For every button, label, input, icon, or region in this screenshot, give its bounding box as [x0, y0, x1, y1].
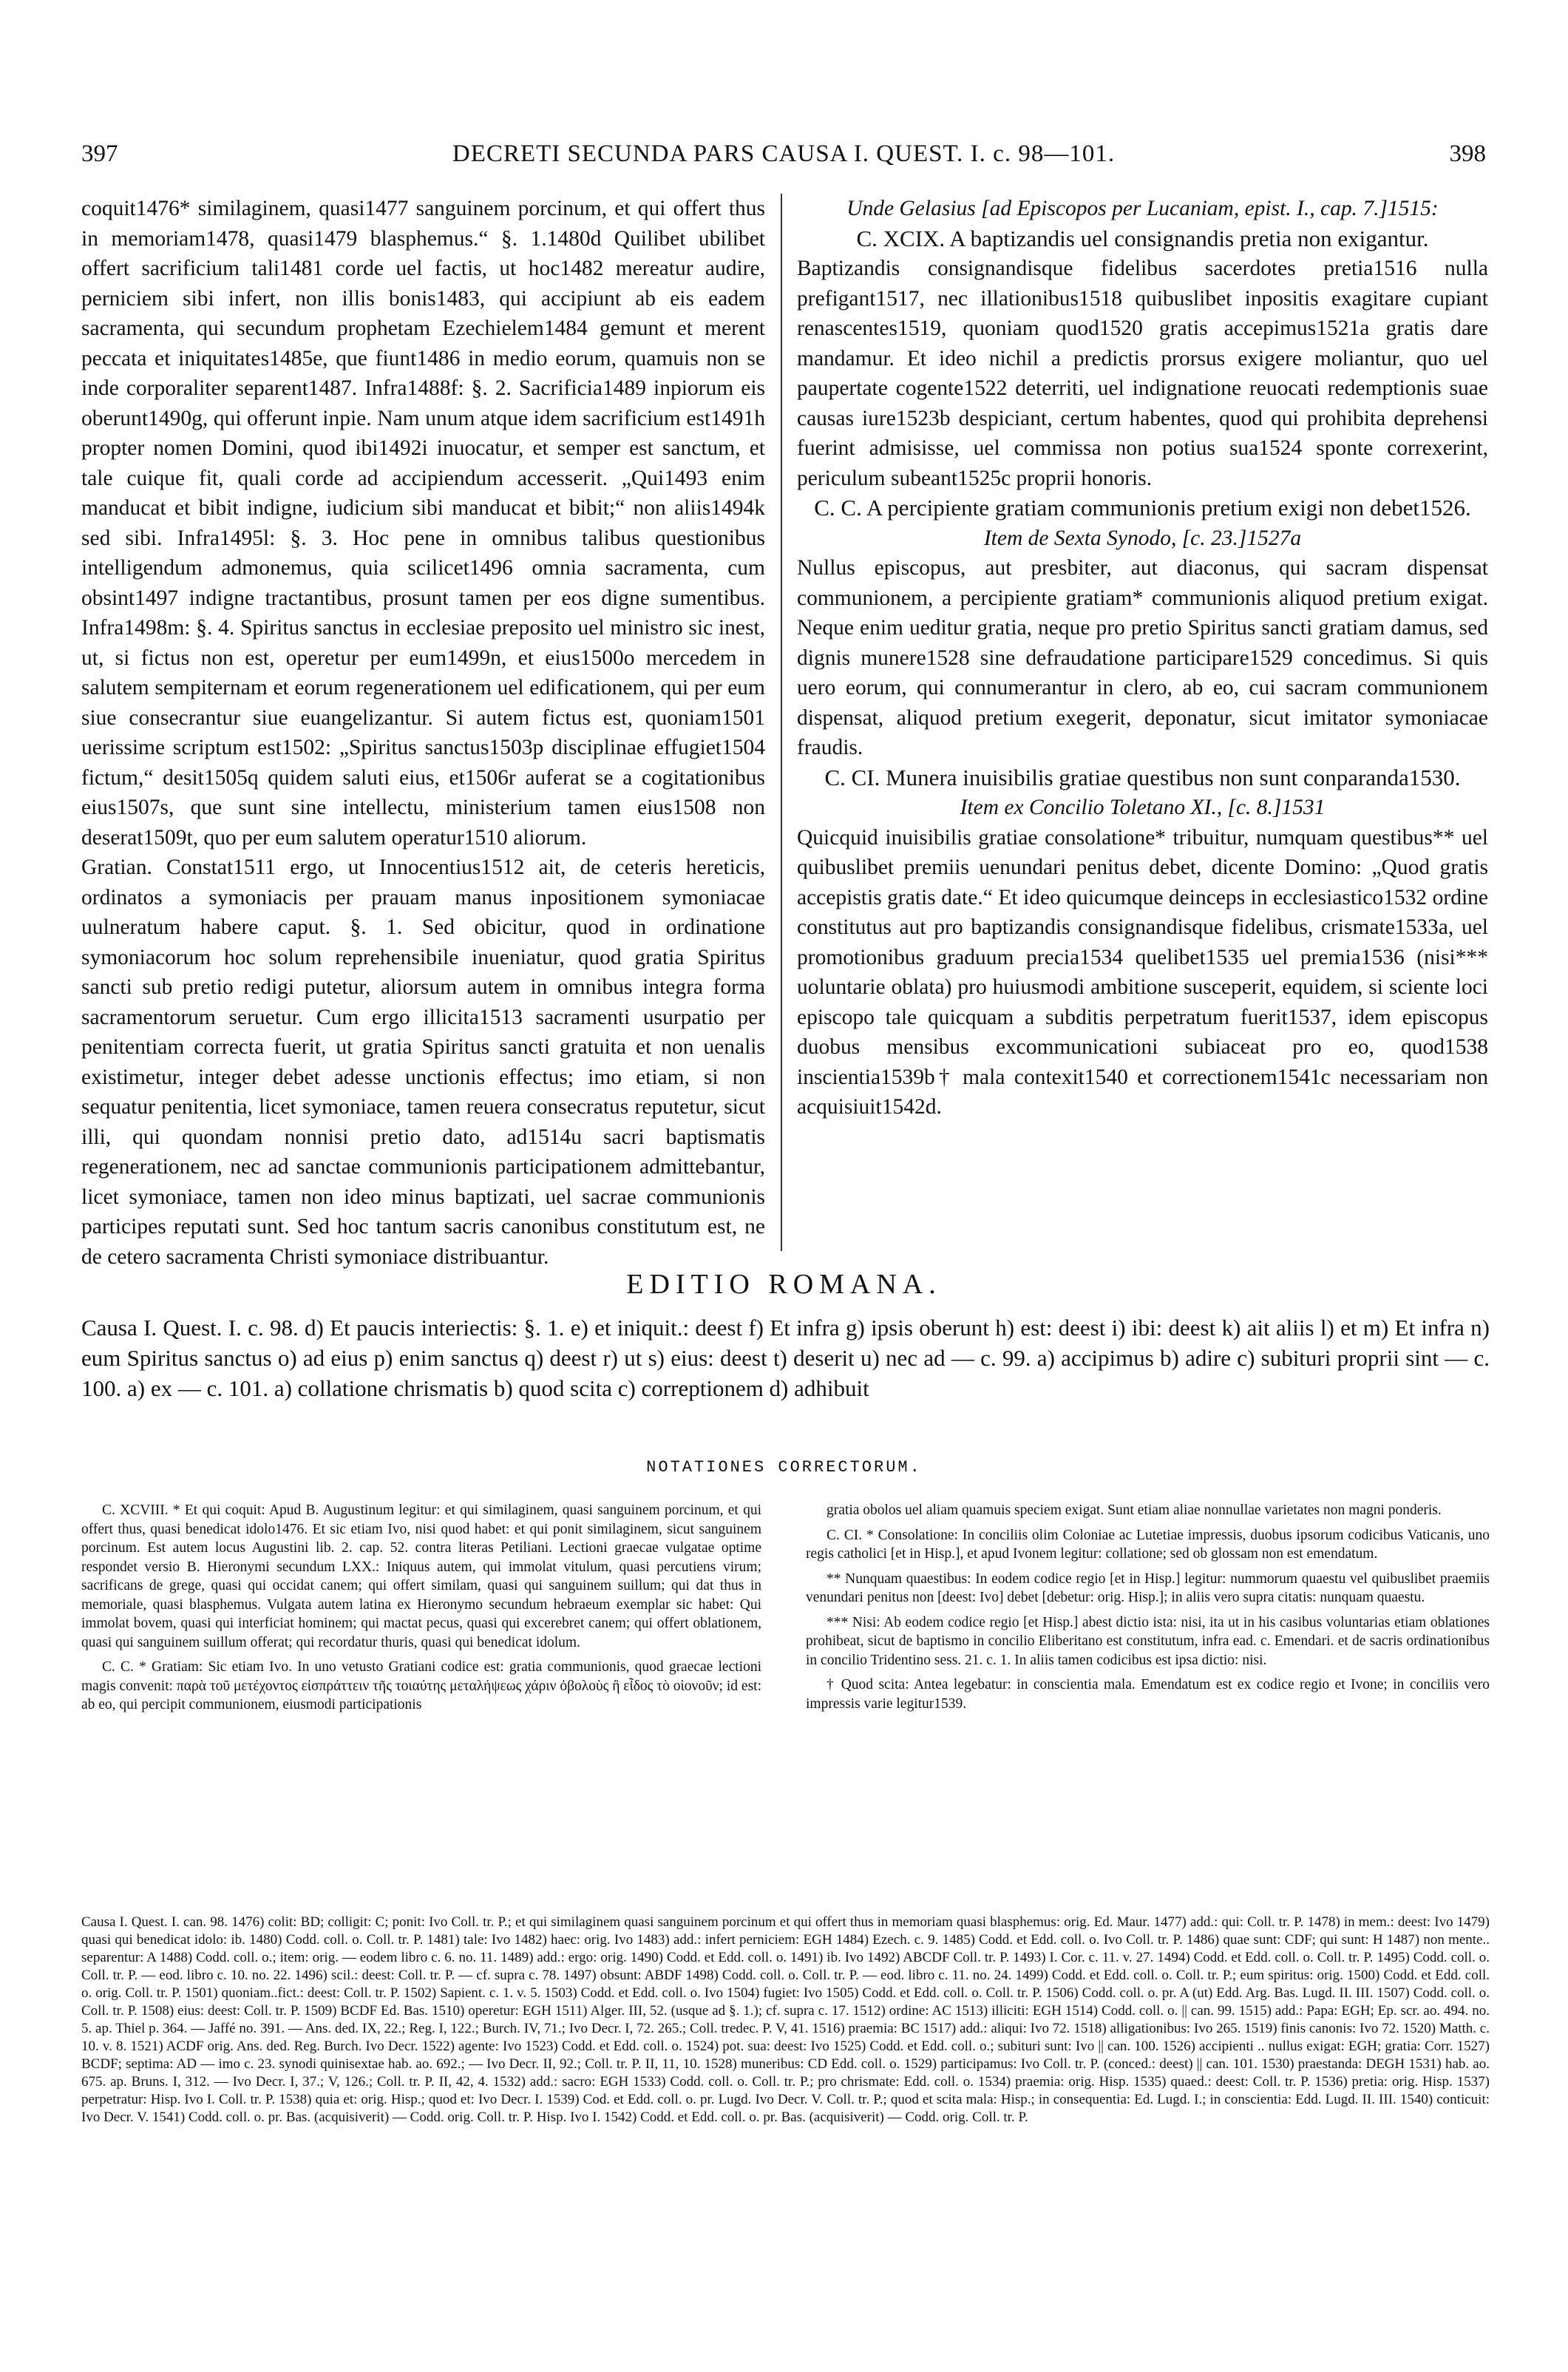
variant-readings: Causa I. Quest. I. can. 98. 1476) colit: BD; colligit: C; ponit: Ivo Coll. tr. P.; et qui similaginem quasi sanguinem porcinum et qui offert thus in memoriam quasi blasphemus: orig. Ed. Maur. 1477) add.: qui: Coll. tr. P. 1478) in mem.: deest: Ivo 1479) quasi qui benedicat idolo: ib. 1480) Codd. coll. o. Coll. tr. P. 1481) tale: Ivo 1482) haec: orig. Ivo 1483) add.: infert perniciem: EGH 1484) Ezech. c. 9. 1485) Codd. et Edd. coll. o. Ivo Coll. tr. P. 1486) quae sunt: CDF; qui sunt: H 1487) non mente.. separentur: A 1488) Codd. coll. o.; item: orig. — eodem libro c. 6. no. 11. 1489) add.: ergo: orig. 1490) Codd. et Edd. coll. o. 1491) ib. Ivo 1492) ABCDF Coll. tr. P. 1493) I. Cor. c. 11. v. 27. 1494) Codd. et Edd. coll. o. Coll. tr. P. 1495) Codd. coll. o. Coll. tr. P. — eod. libro c. 10. no. 22. 1496) scil.: deest: Coll. tr. P. — cf. supra c. 78. 1497) obsunt: ABDF 1498) Codd. coll. o. Coll. tr. P. — eod. libro c. 11. no. 24. 1499) Codd. et Edd. coll. o. Coll. tr. P.; eum spiritus: orig. 1500) Codd. et Edd. coll. o. orig. Coll. tr. P. 1501) quoniam..fict.: deest: Coll. tr. P. 1502) Sapient. c. 1. v. 5. 1503) Codd. et Edd. coll. o. Ivo 1504) fugiet: Ivo 1505) Codd. et Edd. coll. o. Coll. tr. P. 1506) Codd. coll. o. pr. A (ut) Edd. Arg. Bas. Lugd. II. III. 1507) Codd. coll. o. Coll. tr. P. 1508) eius: deest: Coll. tr. P. 1509) BCDF Ed. Bas. 1510) operetur: EGH 1511) Alger. III, 52. (usque ad §. 1.); cf. supra c. 17. 1512) ordine: AC 1513) illiciti: EGH 1514) Codd. coll. o. || can. 99. 1515) add.: Papa: EGH; Ep. scr. ao. 494. no. 5. ap. Thiel p. 364. — Jaffé no. 391. — Ans. ded. IX, 22.; Reg. I, 122.; Burch. IV, 71.; Ivo Decr. I, 72. 265.; Coll. tredec. P. V, 41. 1516) praemia: BC 1517) add.: aliqui: Ivo 72. 1518) alligationibus: Ivo 265. 1519) finis canonis: Ivo 72. 1520) Matth. c. 10. v. 8. 1521) ACDF orig. Ans. ded. Reg. Burch. Ivo Decr. 1522) agente: Ivo 1523) Codd. et Edd. coll. o. 1524) pot. sua: deest: Ivo 1525) Codd. et Edd. coll. o.; subituri sunt: Ivo || can. 100. 1526) accipienti .. nullus exigat: EGH; gratia: Corr. 1527) BCDF; septima: AD — imo c. 23. synodi quinisextae hab. ao. 692.; — Ivo Decr. II, 92.; Coll. tr. P. II, 11, 10. 1528) muneribus: CD Edd. coll. o. 1529) participamus: Ivo Coll. tr. P. (conced.: deest) || can. 101. 1530) praestanda: DEGH 1531) hab. ao. 675. ap. Bruns. I, 312. — Ivo Decr. I, 37.; V, 126.; Coll. tr. P. II, 42, 4. 1532) add.: sacro: EGH 1533) Codd. coll. o. Coll. tr. P.; pro chrismate: Edd. coll. o. 1534) praemia: orig. Hisp. 1535) quaed.: deest: Coll. tr. P. 1536) pretia: orig. Hisp. 1537) perpetratur: Hisp. Ivo I. Coll. tr. P. 1538) quia et: orig. Hisp.; quod et: Ivo Decr. I. 1539) Cod. et Edd. coll. o. pr. Lugd. Ivo Decr. V. Coll. tr. P.; quod et scita mala: Hisp.; in consequentia: Ed. Lugd. I.; in conscientia: Edd. Lugd. II. III. 1540) conticuit: Ivo Decr. V. 1541) Codd. coll. o. pr. Bas. (acquisiverit) — Codd. orig. Coll. tr. P. Hisp. Ivo I. 1542) Codd. et Edd. coll. o. pr. Bas. (acquisiverit) — Codd. orig. Coll. tr. P. — [81, 1914, 1490, 2125]
canon-100-heading: C. C. A percipiente gratiam communionis pretium exigi non debet1526. — [814, 495, 1471, 521]
editio-romana-title: EDITIO ROMANA. — [626, 1269, 942, 1300]
canon-99-text: Baptizandis consignandisque fidelibus sacerdotes pretia1516 nulla prefigant1517, nec illationibus1518 quibuslibet inpositis exagitare cupiant renascentes1519, quoniam quod1520 gratis accepimus1521a gratis dare mandamur. Et ideo nichil a predictis prorsus exigere moliantur, quo uel paupertate cogente1522 deterriti, uel indignatione reuocati redemptionis suae causas iure1523b despiciant, certum habentes, quod qui prohibita deprehensi fuerint admisisse, uel commissa non potius sua1524 sponte correxerint, periculum subeant1525c proprii honoris. — [797, 257, 1488, 490]
gelasius-intro: Unde Gelasius [ad Episcopos per Lucaniam, epist. I., cap. 7.]1515: — [846, 197, 1439, 220]
canon-100-source: Item de Sexta Synodo, [c. 23.]1527a — [983, 526, 1302, 550]
notationes-left — [81, 1501, 761, 1721]
page-header — [81, 140, 1486, 185]
note-c100-cont: gratia obolos uel aliam quamuis speciem exigat. Sunt etiam aliae nonnullae varietates non magni ponderis. — [827, 1502, 1442, 1518]
running-title: DECRETI SECUNDA PARS CAUSA I. QUEST. I. c. 98—101. — [452, 140, 1116, 167]
notationes-title: NOTATIONES CORRECTORUM. — [646, 1458, 922, 1477]
note-c101-consolatione: C. CI. * Consolatione: In conciliis olim Coloniae ac Lutetiae impressis, duobus ipsorum codicibus Vaticanis, uno regis catholici [et in Hisp.], et apud Ivonem legitur: collatione; sed ob glossam non est emendatum. — [806, 1527, 1490, 1562]
note-c100: C. C. * Gratiam: Sic etiam Ivo. In uno vetusto Gratiani codice est: gratia communionis, quod graecae lectioni magis convenit: παρὰ τοῦ μετέχοντος εἰσπράττειν τῆς τοιαύτης μεταλήψεως χάριν ὀβολοὺς ἢ εἶδος τὸ οἱονοῦν; id est: ab eo, qui percipit communionem, eiusmodi participationis — [81, 1659, 761, 1712]
canon-101-text: Quicquid inuisibilis gratiae consolatione* tribuitur, numquam questibus** uel quibuslibet premiis uenundari penitus debet, dicente Domino: „Quod gratis accepistis gratis date.“ Et ideo quicumque deinceps in ecclesiastico1532 ordine constitutus aut pro baptizandis consignandisque fidelibus, crismate1533a, uel promotionibus graduum precia1534 quelibet1535 uel premia1536 (nisi*** uoluntarie oblata) pro huiusmodi ambitione susceperit, equidem, si sciente loci episcopo tale quicquam a subditis perpetratum fuerit1537, idem episcopus duobus mensibus excommunicationi subiaceat pro eo, quod1538 inscientia1539b† mala contexit1540 et correctionem1541c necessariam non acquisiuit1542d. — [797, 825, 1488, 1119]
canon-101-heading: C. CI. Munera inuisibilis gratiae questibus non sunt conparanda1530. — [824, 764, 1461, 790]
note-c98: C. XCVIII. * Et qui coquit: Apud B. Augustinum legitur: et qui similaginem, quasi sanguinem porcinum, et qui offert thus, quasi benedicat idolo1476. Et sic etiam Ivo, nisi quod habet: et qui ponit similaginem, sicut sanguinem porcinum. Est autem locus Augustini lib. 2. cap. 52. contra literas Petiliani. Lectioni graecae vulgatae optime respondet versio B. Hieronymi secundum LXX.: Iniquus autem, qui immolat vitulum, quasi percutiens virum; sacrificans de grege, quasi qui occidat canem; qui offert similam, quasi qui sanguinem suillum; qui dat thus in memoriale, quasi blasphemus. Vulgata autem latina ex Hieronymo secundum hebraeum exemplar sic habet: Qui immolat bovem, quasi qui interficiat hominem; qui mactat pecus, quasi qui excerebret canem; qui offert oblationem, quasi qui sanguinem suillum offerat; qui recordatur thuris, quasi qui benedicat idolum. — [81, 1502, 761, 1650]
editio-romana-text: Causa I. Quest. I. c. 98. d) Et paucis interiectis: §. 1. e) et iniquit.: deest f) Et infra g) ipsis oberunt h) est: deest i) ibi: deest k) ait aliis l) et m) Et infra n) eum Spiritus sanctus o) ad eius p) enim sanctus q) deest r) ut s) eius: deest t) deserit u) nec ad — c. 99. a) accipimus b) adire c) subituri proprii sint — c. 100. a) ex — c. 101. a) collatione chrismatis b) quod scita c) correptionem d) adhibuit — [81, 1315, 1490, 1401]
note-c101-quaestibus: ** Nunquam quaestibus: In eodem codice regio [et in Hisp.] legitur: nummorum quaestu vel quibuslibet praemiis venundari penitus non [deest: Ivo] debet [debetur: orig. Hisp.]; in aliis vero supra citatis: nunquam quaestu. — [806, 1570, 1490, 1605]
right-column — [797, 194, 1488, 1122]
canon-99-heading: C. XCIX. A baptizandis uel consignandis pretia non exigantur. — [856, 225, 1429, 251]
column-divider — [781, 194, 782, 1251]
page-number-left: 397 — [81, 140, 118, 167]
canon-98-text: coquit1476* similaginem, quasi1477 sanguinem porcinum, et qui offert thus in memoriam1478, quasi1479 blasphemus.“ §. 1.1480d Quilibet ubilibet offert sacrificium tali1481 corde uel factis, ut hoc1482 mereatur audire, perniciem sibi infert, non illis bonis1483, qui accipiunt ab eis eadem sacramenta, qui secundum prophetam Ezechielem1484 gemunt et merent peccata et iniquitates1485e, que fiunt1486 in medio eorum, quamuis non se inde corporaliter separent1487. Infra1488f: §. 2. Sacrificia1489 inpiorum eis oberunt1490g, qui offerunt inpie. Nam unum atque idem sacrificium est1491h propter nomen Domini, quod ibi1492i inuocatur, et semper est sanctum, et tale cuique fit, quali corde ad accipiendum accesserit. „Qui1493 enim manducat et bibit indigne, iudicium sibi manducat et bibit;“ non aliis1494k sed sibi. Infra1495l: §. 3. Hoc pene in omnibus talibus questionibus intelligendum admonemus, quia scilicet1496 omnia sacramenta, cum obsint1497 indigne tractantibus, prosunt tamen per eos digne sumentibus. Infra1498m: §. 4. Spiritus sanctus in ecclesiae preposito uel ministro sic inest, ut, si fictus non est, operetur per eum1499n, et eius1500o mercedem in salutem sempiternam et eorum regenerationem uel edificationem, qui per eum siue consecrantur siue euangelizantur. Si autem fictus est, quoniam1501 uerissime scriptum est1502: „Spiritus sanctus1503p disciplinae effugiet1504 fictum,“ desit1505q quidem saluti eius, et1506r auferat se a cogitationibus eius1507s, que sunt sine intellectu, ministerium tamen eius1508 non deserat1509t, quo per eum salutem operatur1510 aliorum. — [81, 197, 765, 850]
note-c101-nisi: *** Nisi: Ab eodem codice regio [et Hisp.] abest dictio ista: nisi, ita ut in his casibus voluntarias etiam oblationes prohibeat, sicut de baptismo in concilio Eliberitano est constitutum, infra ead. c. Emendari. et de sacris ordinationibus in concilio Tridentino sess. 21. c. 1. In aliis tamen codicibus est ipsa dictio: nisi. — [806, 1614, 1490, 1668]
gratian-dictum: Gratian. Constat1511 ergo, ut Innocentius1512 ait, de ceteris hereticis, ordinatos a symoniacis per prauam manus inpositionem symoniacae uulneratum habere caput. §. 1. Sed obicitur, quod in ordinatione symoniacorum hoc solum reprehensibile inueniatur, quod gratia Spiritus sancti sub pretio redigi putetur, aliorsum autem in omnibus integra forma sacramentorum seruetur. Cum ergo illicita1513 sacramenti usurpatio per penitentiam correcta fuerit, ut gratia Spiritus sancti gratuita et non uenalis existimetur, integer debet adesse unctionis effectus; imo etiam, si non sequatur penitentia, licet symoniace, tamen reuera consecratus reputetur, sicut illi, qui quondam nonnisi pretio dato, ad1514u sacri baptismatis regenerationem, nec ad sanctae communionis participationem admittebantur, licet symoniace, tamen non ideo minus baptizati, uel sacrae communionis participes reputati sunt. Sed hoc tantum sacris canonibus constitutum est, ne de cetero sacramenta Christi symoniace distribuantur. — [81, 855, 765, 1269]
note-c101-quod-scita: † Quod scita: Antea legebatur: in conscientia mala. Emendatum est ex codice regio et Ivone; in conciliis vero impressis varie legitur1539. — [806, 1677, 1490, 1712]
canon-101-source: Item ex Concilio Toletano XI., [c. 8.]1531 — [960, 796, 1326, 819]
left-column — [81, 194, 765, 1272]
page-number-right: 398 — [1449, 140, 1486, 167]
canon-100-text: Nullus episcopus, aut presbiter, aut diaconus, qui sacram dispensat communionem, a percipiente gratiam* communionis aliquod pretium exigat. Neque enim ueditur gratia, neque pro pretio Spiritus sancti gratiam damus, sed dignis munere1528 sine defraudatione participare1529 concedimus. Si quis uero eorum, qui connumerantur in clero, ab eo, cui sacram communionem dispensat, aliquod pretium exegerit, deponatur, sicut imitator symoniacae fraudis. — [797, 556, 1488, 759]
notationes-right — [806, 1501, 1490, 1719]
